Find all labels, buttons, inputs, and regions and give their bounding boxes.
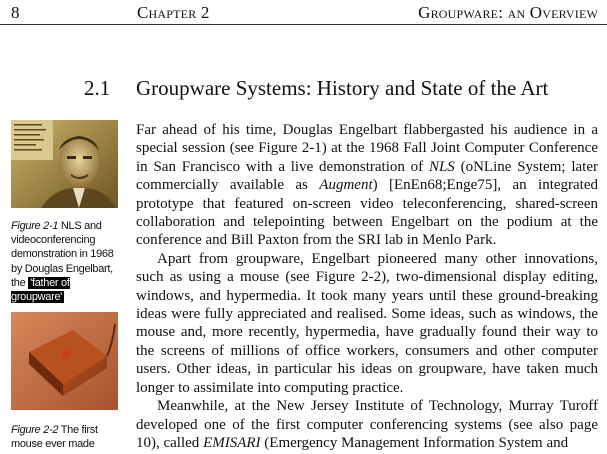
figure-2-1-highlight: 'father of groupware' — [11, 276, 70, 304]
page-number: 8 — [11, 3, 20, 22]
figure-2-2-label: Figure 2-2 — [11, 424, 59, 436]
nls-term: NLS — [428, 158, 455, 175]
header-rule — [0, 24, 607, 25]
figure-2-1-text: NLS and videoconferencing demonstration in 1968 by Douglas Engelbart, the — [11, 220, 114, 289]
paragraph-2: Apart from groupware, Engelbart pioneered many other innovations, such as using a mouse (see Figure 2-2), two-dimensional display editing, windows, and hypermedia. It took many years until these ground-breaking ideas were fully appreciated and realised. Some ideas, such as windows, the mouse and, more recently, hypermedia, have gradually found their way to the screens of millions of office workers, consumers and other computer users. Other ideas, in particular his ideas on groupware, have taken much longer to assimilate into computing practice. — [136, 250, 598, 396]
mouse-photo — [11, 312, 118, 410]
section-number: 2.1 — [84, 76, 111, 100]
section-title: Groupware Systems: History and State of the Art — [136, 76, 549, 100]
engelbart-photo — [11, 120, 118, 208]
body-text — [136, 121, 598, 452]
paragraph-3: Meanwhile, at the New Jersey Institute of Technology, Murray Turoff developed one of the first computer conferencing systems (see also page 10), called EMISARI (Emergency Management Information System and — [136, 398, 598, 451]
emisari-term: EMISARI — [203, 434, 261, 451]
chapter-label: Chapter 2 — [137, 3, 210, 22]
figure-2-1-caption — [11, 219, 119, 304]
paragraph-1: Far ahead of his time, Douglas Engelbart flabbergasted his audience in a special session (see Figure 2-1) at the 1968 Fall Joint Computer Conference in San Francisco with a live demonstration of NLS (oNLine System; later commercially available as Augment) [EnEn68;Enge75], an integrated prototype that featured on-screen video teleconferencing, shared-screen collaboration and telepointing between Engelbart on the podium at the conference and Bill Paxton from the SRI lab in Menlo Park. — [136, 122, 598, 249]
running-title: Groupware: an Overview — [418, 3, 598, 22]
figure-2-1-label: Figure 2-1 — [11, 220, 59, 232]
figure-2-2-text: The first mouse ever made — [11, 424, 98, 451]
figure-2-2-caption — [11, 423, 119, 451]
augment-term: Augment — [319, 177, 373, 194]
